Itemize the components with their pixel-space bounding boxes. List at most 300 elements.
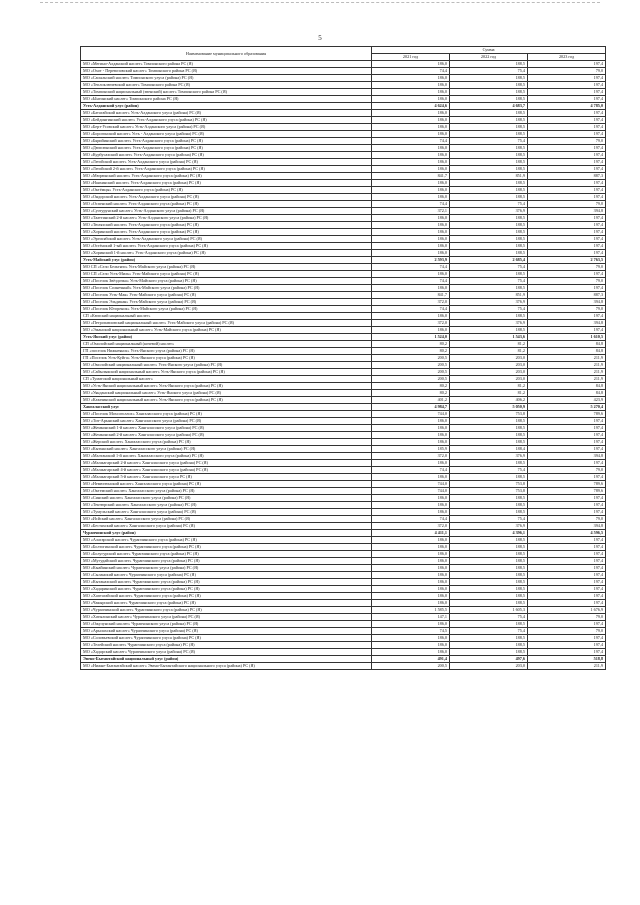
sum-2023: 197,4 xyxy=(528,593,606,600)
sum-2023: 79,0 xyxy=(528,628,606,635)
sum-2022: 376,9 xyxy=(450,453,528,460)
sum-2021: 74,4 xyxy=(372,201,450,208)
sum-2021: 186,0 xyxy=(372,180,450,187)
sum-2022: 188,5 xyxy=(450,124,528,131)
municipality-name: МО «Тектюрский наслег» Хангаласского улуса (района) РС (Я) xyxy=(81,502,372,509)
sum-2021: 186,0 xyxy=(372,565,450,572)
sum-2023: 197,4 xyxy=(528,635,606,642)
sum-2022: 75,4 xyxy=(450,201,528,208)
table-row xyxy=(81,565,606,572)
table-row xyxy=(81,264,606,271)
sum-2023: 197,4 xyxy=(528,621,606,628)
sum-2022: 81,2 xyxy=(450,348,528,355)
table-row xyxy=(81,250,606,257)
sum-2021: 186,0 xyxy=(372,432,450,439)
sum-2023: 197,4 xyxy=(528,187,606,194)
table-row xyxy=(81,82,606,89)
sum-2023: 197,4 xyxy=(528,649,606,656)
sum-2023: 211,9 xyxy=(528,362,606,369)
table-row xyxy=(81,495,606,502)
sum-2021: 186,0 xyxy=(372,187,450,194)
table-row xyxy=(81,593,606,600)
sum-2023: 5 270,4 xyxy=(528,404,606,411)
sum-2021: 186,0 xyxy=(372,439,450,446)
table-row xyxy=(81,145,606,152)
table-row xyxy=(81,439,606,446)
sum-2023: 197,4 xyxy=(528,131,606,138)
sum-2022: 75,4 xyxy=(450,138,528,145)
table-group-row xyxy=(81,656,606,663)
sum-2022: 188,5 xyxy=(450,236,528,243)
table-row xyxy=(81,432,606,439)
sum-2021: 401,2 xyxy=(372,397,450,404)
table-row xyxy=(81,180,606,187)
table-row xyxy=(81,369,606,376)
table-row xyxy=(81,243,606,250)
sum-2022: 188,5 xyxy=(450,166,528,173)
table-row xyxy=(81,516,606,523)
municipality-name: Хангаласский улус xyxy=(81,404,372,411)
municipality-name: Чурапчинский улус (район) xyxy=(81,530,372,537)
table-row xyxy=(81,194,606,201)
sum-2023: 394,8 xyxy=(528,320,606,327)
sum-2021: 186,0 xyxy=(372,61,450,68)
municipality-name: МО «Дюпсюнский наслег» Усть-Алданского улуса (района) РС (Я) xyxy=(81,145,372,152)
sum-2021: 186,0 xyxy=(372,152,450,159)
municipality-name: МО «Эжанский национальный наслег» Усть-Майского улуса (района) РС (Я) xyxy=(81,327,372,334)
sum-2022: 188,5 xyxy=(450,194,528,201)
sum-2021: 744,0 xyxy=(372,488,450,495)
municipality-name: МО «Легойский 2-й наслег» Усть-Алданского улуса (района) РС (Я) xyxy=(81,166,372,173)
sum-2021: 186,0 xyxy=(372,166,450,173)
sum-2022: 81,2 xyxy=(450,390,528,397)
sum-2022: 188,5 xyxy=(450,460,528,467)
table-row xyxy=(81,642,606,649)
sum-2023: 197,4 xyxy=(528,579,606,586)
sum-2023: 197,4 xyxy=(528,159,606,166)
table-row xyxy=(81,89,606,96)
sum-2021: 74,4 xyxy=(372,467,450,474)
table-row xyxy=(81,635,606,642)
sum-2023: 197,4 xyxy=(528,586,606,593)
sum-2021: 186,0 xyxy=(372,285,450,292)
municipality-name: МО «Ынгинский наслег» Томпонского района РС (Я) xyxy=(81,96,372,103)
sum-2021: 186,0 xyxy=(372,600,450,607)
sum-2022: 4 683,7 xyxy=(450,103,528,110)
sum-2023: 197,4 xyxy=(528,89,606,96)
sum-2021: 200,5 xyxy=(372,355,450,362)
table-body xyxy=(81,61,606,670)
municipality-name: МО «Кыайинский наслег» Чурапчинского улуса (района) РС (Я) xyxy=(81,565,372,572)
sum-2023: 197,4 xyxy=(528,117,606,124)
sum-2022: 1 605,3 xyxy=(450,607,528,614)
table-row xyxy=(81,201,606,208)
municipality-name: ГП «Поселок Усть-Куйга» Усть-Янского улуса (района) РС (Я) xyxy=(81,355,372,362)
sum-2022: 497,6 xyxy=(450,656,528,663)
sum-2023: 197,4 xyxy=(528,425,606,432)
sum-2022: 75,4 xyxy=(450,516,528,523)
sum-2021: 372,1 xyxy=(372,208,450,215)
table-row xyxy=(81,488,606,495)
sum-2022: 203,0 xyxy=(450,369,528,376)
sum-2022: 188,5 xyxy=(450,621,528,628)
municipality-name: МО «Хоринский 1-й наслег» Усть-Алданского улуса (района) РС (Я) xyxy=(81,250,372,257)
sum-2021: 186,0 xyxy=(372,418,450,425)
table-row xyxy=(81,663,606,670)
municipality-name: МО «Малжагарский 5-й наслег» Хангаласского улуса РС (Я) xyxy=(81,474,372,481)
sum-2022: 188,5 xyxy=(450,229,528,236)
sum-2021: 186,0 xyxy=(372,117,450,124)
sum-2021: 186,0 xyxy=(372,327,450,334)
table-row xyxy=(81,215,606,222)
sum-2023: 84,8 xyxy=(528,348,606,355)
sum-2022: 203,0 xyxy=(450,362,528,369)
sum-2022: 406,2 xyxy=(450,397,528,404)
table-group-row xyxy=(81,257,606,264)
municipality-name: СП «Кюпский национальный наслег» xyxy=(81,313,372,320)
sum-2022: 188,5 xyxy=(450,250,528,257)
municipality-name: МО «Сасыльский наслег» Томпонского улуса (района) РС (Я) xyxy=(81,75,372,82)
sum-2022: 188,5 xyxy=(450,635,528,642)
municipality-name: МО «Поселок Звёздочка» Усть-Майского улуса (района) РС (Я) xyxy=(81,278,372,285)
municipality-name: МО «Мюрюнский наслег» Усть-Алданского улуса (района) РС (Я) xyxy=(81,173,372,180)
sum-2021: 186,0 xyxy=(372,229,450,236)
sum-2022: 4 396,1 xyxy=(450,530,528,537)
sum-2022: 75,4 xyxy=(450,467,528,474)
sum-2021: 186,0 xyxy=(372,243,450,250)
sum-2021: 186,0 xyxy=(372,621,450,628)
sum-2023: 79,0 xyxy=(528,306,606,313)
sum-2023: 518,8 xyxy=(528,656,606,663)
sum-2022: 188,5 xyxy=(450,96,528,103)
sum-2022: 188,5 xyxy=(450,75,528,82)
sum-2022: 188,5 xyxy=(450,425,528,432)
municipality-name: МО «Соловьевский наслег» Чурапчинского улуса (района) РС (Я) xyxy=(81,635,372,642)
table-row xyxy=(81,152,606,159)
municipality-name: МО «Суотурунский наслег» Усть-Алданского улуса (района) РС (Я) xyxy=(81,208,372,215)
municipality-name: МО «Хадаринский наслег» Чурапчинского улуса (района) РС (Я) xyxy=(81,586,372,593)
sum-2021: 186,0 xyxy=(372,586,450,593)
table-row xyxy=(81,614,606,621)
sum-2022: 81,2 xyxy=(450,383,528,390)
sum-2023: 84,8 xyxy=(528,390,606,397)
sum-2023: 211,9 xyxy=(528,376,606,383)
sum-2023: 197,4 xyxy=(528,166,606,173)
municipality-name: МО СП «Село Бельтяги» Усть-Майского улуса (района) РС (Я) xyxy=(81,264,372,271)
table-row xyxy=(81,425,606,432)
table-row xyxy=(81,327,606,334)
table-row xyxy=(81,523,606,530)
sum-2023: 887,3 xyxy=(528,173,606,180)
sum-2021: 186,0 xyxy=(372,89,450,96)
sum-2022: 188,5 xyxy=(450,61,528,68)
municipality-name: МО «Нижне-Бытантайский наслег» Эвено-Бытантайского национального улуса (района) РС (Я) xyxy=(81,663,372,670)
sum-2023: 197,4 xyxy=(528,145,606,152)
municipality-name: МО «Малтанский 1-й наслег» Хангаласского улуса (района) РС (Я) xyxy=(81,453,372,460)
municipality-name: МО «Поселок Югоренок» Усть-Майского улуса (района) РС (Я) xyxy=(81,306,372,313)
sum-2022: 203,0 xyxy=(450,663,528,670)
municipality-name: МО «Болугурский наслег» Чурапчинского улуса (района) РС (Я) xyxy=(81,551,372,558)
municipality-name: МО «Бярийинский наслег» Усть-Алданского улуса (района) РС (Я) xyxy=(81,138,372,145)
sum-2021: 186,0 xyxy=(372,250,450,257)
sum-2022: 188,5 xyxy=(450,586,528,593)
table-row xyxy=(81,278,606,285)
municipality-name: МО «Поселок Мохсоголлох» Хангаласского улуса (района) РС (Я) xyxy=(81,411,372,418)
sum-2021: 200,5 xyxy=(372,376,450,383)
sum-2023: 197,4 xyxy=(528,75,606,82)
sum-2021: 1 585,5 xyxy=(372,607,450,614)
sum-2021: 80,2 xyxy=(372,390,450,397)
sum-2022: 188,5 xyxy=(450,82,528,89)
sum-2022: 75,4 xyxy=(450,264,528,271)
sum-2021: 186,0 xyxy=(372,236,450,243)
sum-2021: 74,4 xyxy=(372,264,450,271)
sum-2022: 376,9 xyxy=(450,208,528,215)
sum-2023: 423,9 xyxy=(528,397,606,404)
municipality-name: Усть-Алданский улус (район) xyxy=(81,103,372,110)
municipality-name: МО «Теплоключевский наслег» Томпонского района РС (Я) xyxy=(81,82,372,89)
table-row xyxy=(81,537,606,544)
municipality-name: МО «Борогонский наслег» Усть - Алданского улуса (района) РС (Я) xyxy=(81,131,372,138)
sum-2023: 197,4 xyxy=(528,110,606,117)
municipality-name: МО «Чурапчинский наслег» Чурапчинского улуса (района) РС (Я) xyxy=(81,607,372,614)
sum-2022: 188,5 xyxy=(450,572,528,579)
sum-2021: 4 984,7 xyxy=(372,404,450,411)
sum-2021: 74,5 xyxy=(372,628,450,635)
municipality-name: МО «Казачинский национальный наслег» Усть-Янского улуса (района) РС (Я) xyxy=(81,397,372,404)
sum-2021: 186,0 xyxy=(372,215,450,222)
table-row xyxy=(81,460,606,467)
municipality-name: МО «Жерский наслег» Хангаласского улуса (района) РС (Я) xyxy=(81,439,372,446)
table-row xyxy=(81,362,606,369)
sum-2022: 188,5 xyxy=(450,509,528,516)
table-row xyxy=(81,453,606,460)
sum-2023: 79,0 xyxy=(528,264,606,271)
header-year-2022: 2022 год xyxy=(450,54,528,61)
sum-2023: 1 676,9 xyxy=(528,607,606,614)
sum-2021: 186,0 xyxy=(372,313,450,320)
sum-2023: 197,4 xyxy=(528,285,606,292)
sum-2021: 186,0 xyxy=(372,593,450,600)
sum-2023: 887,3 xyxy=(528,292,606,299)
sum-2023: 2 763,5 xyxy=(528,257,606,264)
municipality-name: МО «Наяхинский наслег» Усть-Алданского улуса (района) РС (Я) xyxy=(81,180,372,187)
sum-2021: 186,0 xyxy=(372,460,450,467)
table-row xyxy=(81,348,606,355)
sum-2022: 81,2 xyxy=(450,341,528,348)
sum-2021: 841,7 xyxy=(372,173,450,180)
table-row xyxy=(81,222,606,229)
sum-2021: 2 593,9 xyxy=(372,257,450,264)
table-row xyxy=(81,292,606,299)
sum-2022: 188,5 xyxy=(450,593,528,600)
sum-2022: 75,4 xyxy=(450,278,528,285)
sum-2023: 197,4 xyxy=(528,558,606,565)
table-row xyxy=(81,467,606,474)
table-row xyxy=(81,551,606,558)
municipality-name: МО «Тюляхский наслег» Усть-Алданского улуса (района) РС (Я) xyxy=(81,222,372,229)
sum-2021: 74,4 xyxy=(372,278,450,285)
municipality-name: МО «Поселок Эльдикан» Усть-Майского улуса (района) РС (Я) xyxy=(81,299,372,306)
table-row xyxy=(81,341,606,348)
table-row xyxy=(81,271,606,278)
sum-2023: 394,8 xyxy=(528,523,606,530)
sum-2021: 186,0 xyxy=(372,495,450,502)
table-row xyxy=(81,173,606,180)
sum-2023: 197,4 xyxy=(528,271,606,278)
municipality-name: МО «Батагайский наслег» Усть-Алданского улуса (района) РС (Я) xyxy=(81,110,372,117)
sum-2021: 372,0 xyxy=(372,523,450,530)
sum-2023: 394,8 xyxy=(528,299,606,306)
table-row xyxy=(81,411,606,418)
sum-2021: 186,0 xyxy=(372,537,450,544)
sum-2021: 186,0 xyxy=(372,110,450,117)
sum-2023: 84,8 xyxy=(528,341,606,348)
sum-2021: 372,0 xyxy=(372,299,450,306)
sum-2022: 188,5 xyxy=(450,159,528,166)
sum-2022: 188,5 xyxy=(450,579,528,586)
municipality-name: МО «Остёнский 1-ый наслег» Усть-Алданского улуса (района) РС (Я) xyxy=(81,243,372,250)
municipality-name: МО «Синский наслег» Хангаласского улуса (района) РС (Я) xyxy=(81,495,372,502)
sum-2021: 74,4 xyxy=(372,68,450,75)
sum-2021: 200,5 xyxy=(372,362,450,369)
table-row xyxy=(81,509,606,516)
sum-2022: 753,8 xyxy=(450,411,528,418)
municipality-name: МО «Берт-Усовский наслег» Усть-Алданского улуса (района) РС (Я) xyxy=(81,124,372,131)
sum-2021: 186,0 xyxy=(372,145,450,152)
sum-2021: 186,0 xyxy=(372,124,450,131)
sum-2023: 197,4 xyxy=(528,418,606,425)
municipality-name: МО «Алагарский наслег» Чурапчинского улуса (района) РС (Я) xyxy=(81,537,372,544)
municipality-name: МО «Ондорский наслег» Усть-Алданского улуса (района) РС (Я) xyxy=(81,194,372,201)
sum-2021: 186,0 xyxy=(372,572,450,579)
sum-2023: 79,0 xyxy=(528,467,606,474)
sum-2023: 211,9 xyxy=(528,369,606,376)
sum-2022: 75,4 xyxy=(450,614,528,621)
table-row xyxy=(81,579,606,586)
sum-2022: 188,5 xyxy=(450,495,528,502)
sum-2021: 841,7 xyxy=(372,292,450,299)
sum-2023: 197,4 xyxy=(528,474,606,481)
municipality-name: МО «Эргисябский наслег» Усть-Алданского улуса (района) РС (Я) xyxy=(81,236,372,243)
sum-2023: 394,8 xyxy=(528,453,606,460)
table-row xyxy=(81,187,606,194)
municipality-name: МО «Кытанахский наслег» Чурапчинского улуса (района) РС (Я) xyxy=(81,579,372,586)
sum-2021: 186,0 xyxy=(372,96,450,103)
sum-2023: 197,4 xyxy=(528,544,606,551)
sum-2022: 188,5 xyxy=(450,551,528,558)
sum-2022: 188,5 xyxy=(450,117,528,124)
municipality-name: МО «Мугудайский наслег» Чурапчинского улуса (района) РС (Я) xyxy=(81,558,372,565)
table-row xyxy=(81,68,606,75)
sum-2021: 372,0 xyxy=(372,320,450,327)
sum-2021: 186,0 xyxy=(372,579,450,586)
sum-2022: 188,5 xyxy=(450,243,528,250)
sum-2021: 491,4 xyxy=(372,656,450,663)
sum-2023: 197,4 xyxy=(528,600,606,607)
sum-2023: 197,4 xyxy=(528,152,606,159)
sum-2021: 4 624,6 xyxy=(372,103,450,110)
sum-2022: 188,5 xyxy=(450,600,528,607)
municipality-name: МО «Жемконский 1-й наслег» Хангаласского улуса (района) РС (Я) xyxy=(81,425,372,432)
municipality-name: МО «Кытыкский наслег» Хангаласского улуса (района) РС (Я) xyxy=(81,446,372,453)
municipality-name: МО «Усть-Янский национальный наслег» Усть-Янского улуса (района) РС (Я) xyxy=(81,383,372,390)
table-row xyxy=(81,299,606,306)
table-row xyxy=(81,418,606,425)
sum-2022: 376,9 xyxy=(450,299,528,306)
sum-2023: 84,8 xyxy=(528,383,606,390)
sum-2023: 197,4 xyxy=(528,82,606,89)
municipality-name: МО «Жемконский 2-й наслег» Хангаласского улуса (района) РС (Я) xyxy=(81,432,372,439)
sum-2023: 197,4 xyxy=(528,439,606,446)
municipality-name: ГП «поселок Нижнеянск» Усть-Янского улуса (района) РС (Я) xyxy=(81,348,372,355)
table-row xyxy=(81,96,606,103)
sum-2022: 188,5 xyxy=(450,642,528,649)
sum-2023: 197,4 xyxy=(528,642,606,649)
sum-2021: 4 411,1 xyxy=(372,530,450,537)
sum-2021: 200,5 xyxy=(372,369,450,376)
sum-2021: 1 524,0 xyxy=(372,334,450,341)
sum-2021: 186,0 xyxy=(372,649,450,656)
sum-2022: 188,5 xyxy=(450,152,528,159)
sum-2022: 753,8 xyxy=(450,488,528,495)
sum-2021: 186,0 xyxy=(372,551,450,558)
sum-2023: 197,4 xyxy=(528,61,606,68)
table-row xyxy=(81,320,606,327)
table-row xyxy=(81,474,606,481)
table-row xyxy=(81,600,606,607)
table-row xyxy=(81,649,606,656)
sum-2023: 4 596,5 xyxy=(528,530,606,537)
municipality-name: МО «Ожулунский наслег» Чурапчинского улуса (района) РС (Я) xyxy=(81,621,372,628)
sum-2023: 197,4 xyxy=(528,229,606,236)
sum-2023: 197,4 xyxy=(528,222,606,229)
sum-2023: 197,4 xyxy=(528,460,606,467)
sum-2022: 188,5 xyxy=(450,502,528,509)
sum-2022: 188,5 xyxy=(450,558,528,565)
sum-2022: 188,5 xyxy=(450,649,528,656)
sum-2021: 74,4 xyxy=(372,306,450,313)
sum-2022: 188,5 xyxy=(450,544,528,551)
sum-2022: 188,5 xyxy=(450,285,528,292)
sum-2023: 197,4 xyxy=(528,96,606,103)
sum-2021: 186,0 xyxy=(372,82,450,89)
municipality-name: МО «Малжагарский 2-й наслег» Хангаласского улуса (района) РС (Я) xyxy=(81,460,372,467)
sum-2023: 197,4 xyxy=(528,537,606,544)
header-sum-column: Сумма xyxy=(372,47,606,54)
municipality-name: МО «Тит-Арынский наслег» Хангаласского улуса (района) РС (Я) xyxy=(81,418,372,425)
table-row xyxy=(81,313,606,320)
sum-2021: 372,0 xyxy=(372,453,450,460)
table-row xyxy=(81,397,606,404)
table-group-row xyxy=(81,404,606,411)
table-group-row xyxy=(81,530,606,537)
sum-2022: 1 543,6 xyxy=(450,334,528,341)
sum-2021: 186,0 xyxy=(372,131,450,138)
sum-2022: 188,5 xyxy=(450,418,528,425)
sum-2022: 376,9 xyxy=(450,320,528,327)
sum-2023: 197,4 xyxy=(528,432,606,439)
sum-2021: 186,0 xyxy=(372,509,450,516)
municipality-name: МО «Хадарский наслег» Чурапчинского улуса (района) РС (Я) xyxy=(81,649,372,656)
sum-2021: 744,0 xyxy=(372,481,450,488)
sum-2022: 851,9 xyxy=(450,173,528,180)
sum-2022: 188,5 xyxy=(450,180,528,187)
sum-2022: 188,5 xyxy=(450,145,528,152)
municipality-name: МО «Хаптагайский наслег» Чурапчинского улуса (района) РС (Я) xyxy=(81,593,372,600)
table-row xyxy=(81,572,606,579)
table-row xyxy=(81,390,606,397)
